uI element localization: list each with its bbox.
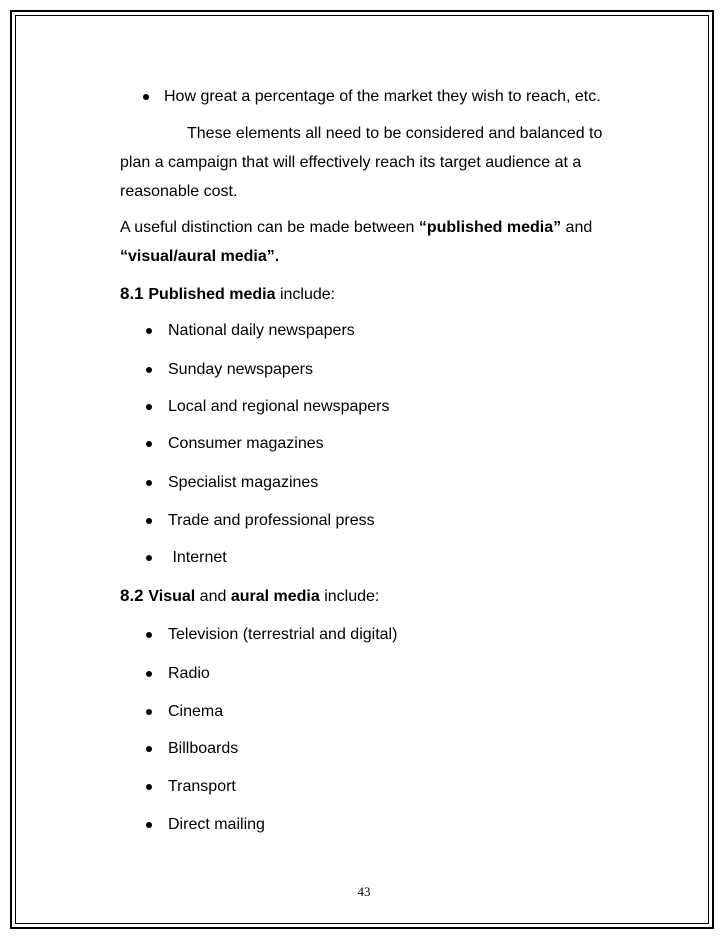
section-8-2-heading: [120, 586, 379, 607]
list-item: Specialist magazines: [168, 474, 319, 491]
bullet-icon: [146, 480, 152, 486]
bullet-icon: [146, 671, 152, 677]
bullet-icon: [146, 746, 152, 752]
list-item: Local and regional newspapers: [168, 398, 390, 415]
section-term: Published media: [148, 286, 276, 303]
section-term-visual: Visual: [148, 588, 196, 605]
page-number: 43: [357, 884, 371, 899]
list-item: Consumer magazines: [168, 435, 324, 452]
bullet-icon: [146, 822, 152, 828]
bullet-icon: [146, 518, 152, 524]
list-item: Radio: [168, 665, 210, 682]
bullet-icon: [146, 441, 152, 447]
bullet-icon: [146, 784, 152, 790]
list-item: Billboards: [168, 740, 239, 757]
section-suffix: include:: [319, 588, 380, 605]
top-bullet-text: How great a percentage of the market they wish to reach, etc.: [164, 88, 601, 105]
list-item: Sunday newspapers: [168, 361, 313, 378]
para2-line1: [120, 218, 592, 238]
section-number: 8.1: [120, 284, 144, 303]
list-item: National daily newspapers: [168, 322, 355, 339]
list-item: Trade and professional press: [168, 512, 375, 529]
published-media-term: “published media”: [418, 219, 562, 236]
list-item: Cinema: [168, 703, 224, 720]
section-number: 8.2: [120, 586, 144, 605]
bullet-icon: [146, 367, 152, 373]
section-and: and: [195, 588, 231, 605]
bullet-icon: [146, 709, 152, 715]
section-8-1-heading: [120, 284, 335, 305]
bullet-icon: [143, 94, 149, 100]
para2-line2: [120, 247, 279, 267]
bullet-icon: [146, 404, 152, 410]
list-item: Transport: [168, 778, 236, 795]
bullet-icon: [146, 328, 152, 334]
para2-text-start: A useful distinction can be made between: [120, 219, 419, 236]
section-term-aural: aural media: [230, 588, 320, 605]
visual-aural-media-term: “visual/aural media”.: [120, 248, 280, 265]
para1-line2: plan a campaign that will effectively reach its target audience at a: [120, 154, 582, 171]
section-suffix: include:: [275, 286, 336, 303]
list-item: Internet: [168, 549, 227, 566]
para2-text-end: and: [561, 219, 593, 236]
list-item: Direct mailing: [168, 816, 265, 833]
list-item: Television (terrestrial and digital): [168, 626, 398, 643]
bullet-icon: [146, 555, 152, 561]
bullet-icon: [146, 632, 152, 638]
para1-line1: These elements all need to be considered and balanced to: [187, 125, 603, 142]
para1-line3: reasonable cost.: [120, 183, 238, 200]
